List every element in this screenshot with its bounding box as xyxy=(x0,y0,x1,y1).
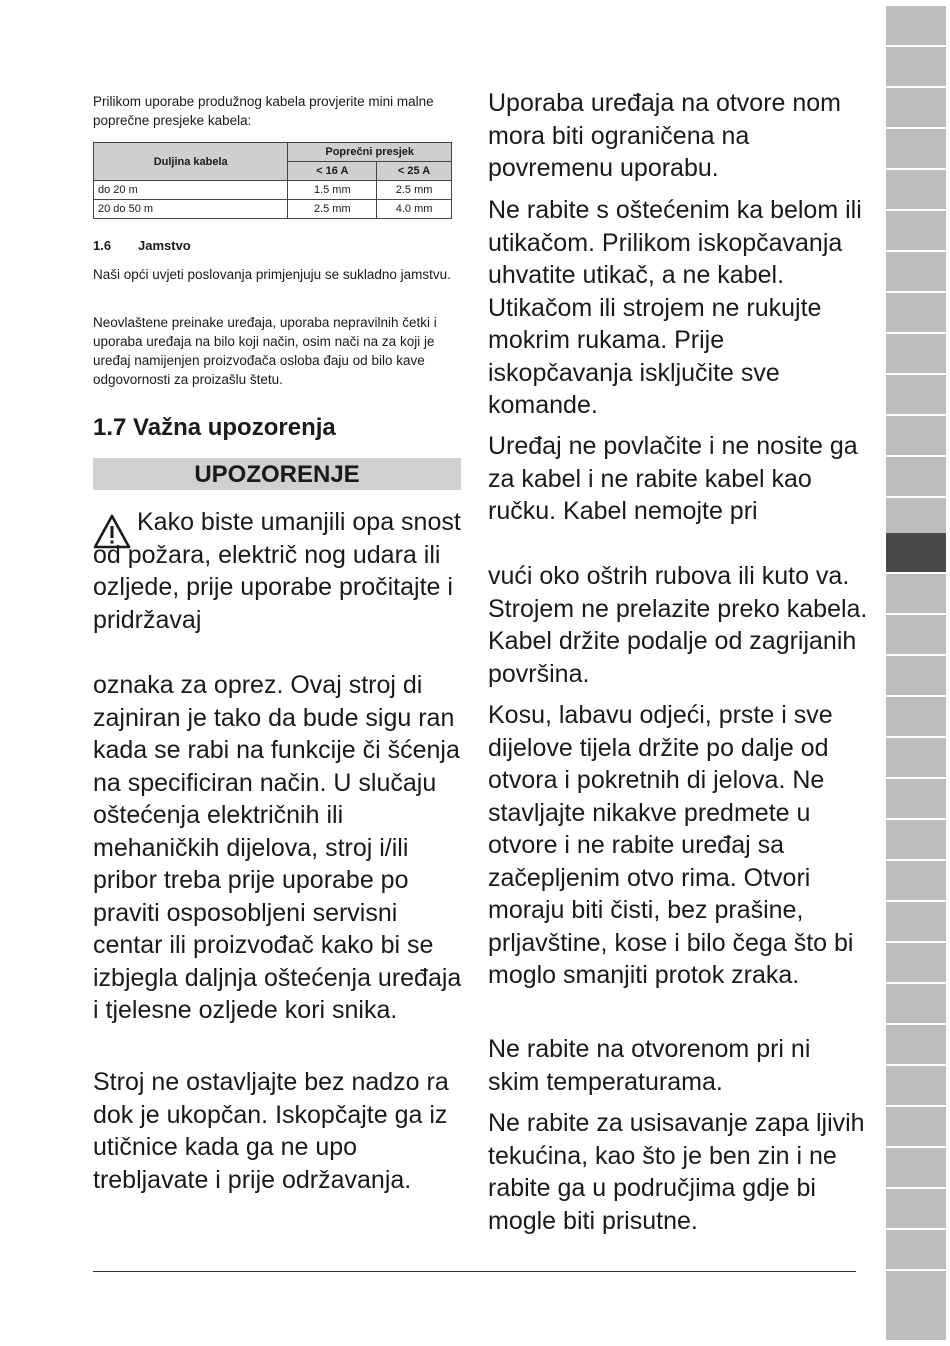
section-heading-warnings: 1.7 Važna upozorenja xyxy=(93,414,336,441)
side-tab xyxy=(886,211,946,250)
side-tab xyxy=(886,984,946,1023)
side-tab xyxy=(886,1066,946,1105)
table-header-16a: < 16 A xyxy=(288,162,377,181)
table-header-length: Duljina kabela xyxy=(94,143,288,181)
footer-divider xyxy=(93,1271,856,1272)
warning-paragraph-3: Stroj ne ostavljajte bez nadzo ra dok je ukopčan. Iskopčajte ga iz utičnice kada ga ne upo trebljavate i prije održavanja. xyxy=(93,1068,449,1194)
right-paragraph-5: Kosu, labavu odjeći, prste i sve dijelove tijela držite po dalje od otvora i pokretnih di jelova. Ne stavljajte nikakve predmete u otvore i ne rabite uređaj sa začepljenim otvo rima. Otvori moraju biti čisti, bez prašine, prljavštine, kose i bilo čega što bi moglo smanjiti protok zraka. xyxy=(488,701,854,989)
side-tab xyxy=(886,1230,946,1269)
side-tab xyxy=(886,1148,946,1187)
right-paragraph-3: Uređaj ne povlačite i ne nosite ga za kabel i ne rabite kabel kao ručku. Kabel nemojte pri xyxy=(488,432,858,525)
side-tab xyxy=(886,615,946,654)
table-cell-length: 20 do 50 m xyxy=(94,200,288,219)
side-tab xyxy=(886,170,946,209)
table-header-section: Poprečni presjek xyxy=(288,143,452,162)
right-paragraph-7: Ne rabite za usisavanje zapa ljivih tekućina, kao što je ben zin i ne rabite ga u područjima gdje bi mogle biti prisutne. xyxy=(488,1109,865,1235)
cable-intro-text: Prilikom uporabe produžnog kabela provjerite mini malne poprečne presjeke kabela: xyxy=(93,94,434,128)
side-tab xyxy=(886,252,946,291)
side-tab xyxy=(886,47,946,86)
side-tab xyxy=(886,6,946,45)
side-tab xyxy=(886,738,946,777)
right-paragraph-6: Ne rabite na otvorenom pri ni skim temperaturama. xyxy=(488,1035,811,1096)
side-tab xyxy=(886,293,946,332)
side-tab xyxy=(886,902,946,941)
side-tab xyxy=(886,457,946,496)
section-number: 1.6 xyxy=(93,238,112,253)
side-tab xyxy=(886,820,946,859)
side-tab xyxy=(886,1107,946,1146)
section-title: Jamstvo xyxy=(138,238,191,253)
right-paragraph-1: Uporaba uređaja na otvore nom mora biti ograničena na povremenu uporabu. xyxy=(488,89,842,182)
side-tab xyxy=(886,574,946,613)
side-tab xyxy=(886,861,946,900)
warranty-paragraph-2: Neovlaštene preinake uređaja, uporaba nepravilnih četki i uporaba uređaja na bilo koji način, osim nači na za koji je uređaj namijenjen proizvođača osloba đaju od bilo kave odgovornosti za proizašlu štetu. xyxy=(93,315,437,387)
table-cell-25a: 4.0 mm xyxy=(377,200,452,219)
table-cell-16a: 1.5 mm xyxy=(288,181,377,200)
table-header-25a: < 25 A xyxy=(377,162,452,181)
section-heading-jamstvo xyxy=(93,238,191,253)
table-cell-25a: 2.5 mm xyxy=(377,181,452,200)
side-tab xyxy=(886,656,946,695)
side-tab-active xyxy=(886,533,946,572)
warranty-paragraph-1: Naši opći uvjeti poslovanja primjenjuju se sukladno jamstvu. xyxy=(93,267,451,282)
warning-paragraph-2: oznaka za oprez. Ovaj stroj di zajniran je tako da bude sigu ran kada se rabi na funkcije či šćenja na specificiran način. U slučaju oštećenja električnih ili mehaničkih dijelova, stroj i/ili pribor treba prije uporabe po praviti osposobljeni servisni centar ili proizvođač kako bi se izbjegla daljnja oštećenja uređaja i tjelesne ozljede kori snika. xyxy=(93,671,462,1024)
right-paragraph-4: vući oko oštrih rubova ili kuto va. Strojem ne prelazite preko kabela. Kabel držite podalje od zagrijanih površina. xyxy=(488,562,868,688)
side-tab xyxy=(886,375,946,414)
warning-paragraph-1: Kako biste umanjili opa snost od požara, električ nog udara ili ozljede, prije uporabe pročitajte i pridržavaj xyxy=(93,508,461,634)
table-cell-16a: 2.5 mm xyxy=(288,200,377,219)
side-tab xyxy=(886,697,946,736)
right-paragraph-2: Ne rabite s oštećenim ka belom ili utikačom. Prilikom iskopčavanja uhvatite utikač, a ne kabel. Utikačom ili strojem ne rukujte mokrim rukama. Prije iskopčavanja isključite sve komande. xyxy=(488,196,862,419)
side-tab xyxy=(886,334,946,373)
cable-section-table xyxy=(93,142,452,219)
side-tab xyxy=(886,943,946,982)
side-tab-strip xyxy=(886,6,946,1340)
table-row xyxy=(94,181,452,200)
side-tab xyxy=(886,779,946,818)
side-tab xyxy=(886,1189,946,1228)
side-tab xyxy=(886,1025,946,1064)
side-tab xyxy=(886,88,946,127)
table-cell-length: do 20 m xyxy=(94,181,288,200)
side-tab xyxy=(886,1301,946,1340)
side-tab xyxy=(886,498,946,537)
side-tab xyxy=(886,129,946,168)
side-tab xyxy=(886,416,946,455)
table-row xyxy=(94,200,452,219)
warning-banner: UPOZORENJE xyxy=(93,458,461,490)
